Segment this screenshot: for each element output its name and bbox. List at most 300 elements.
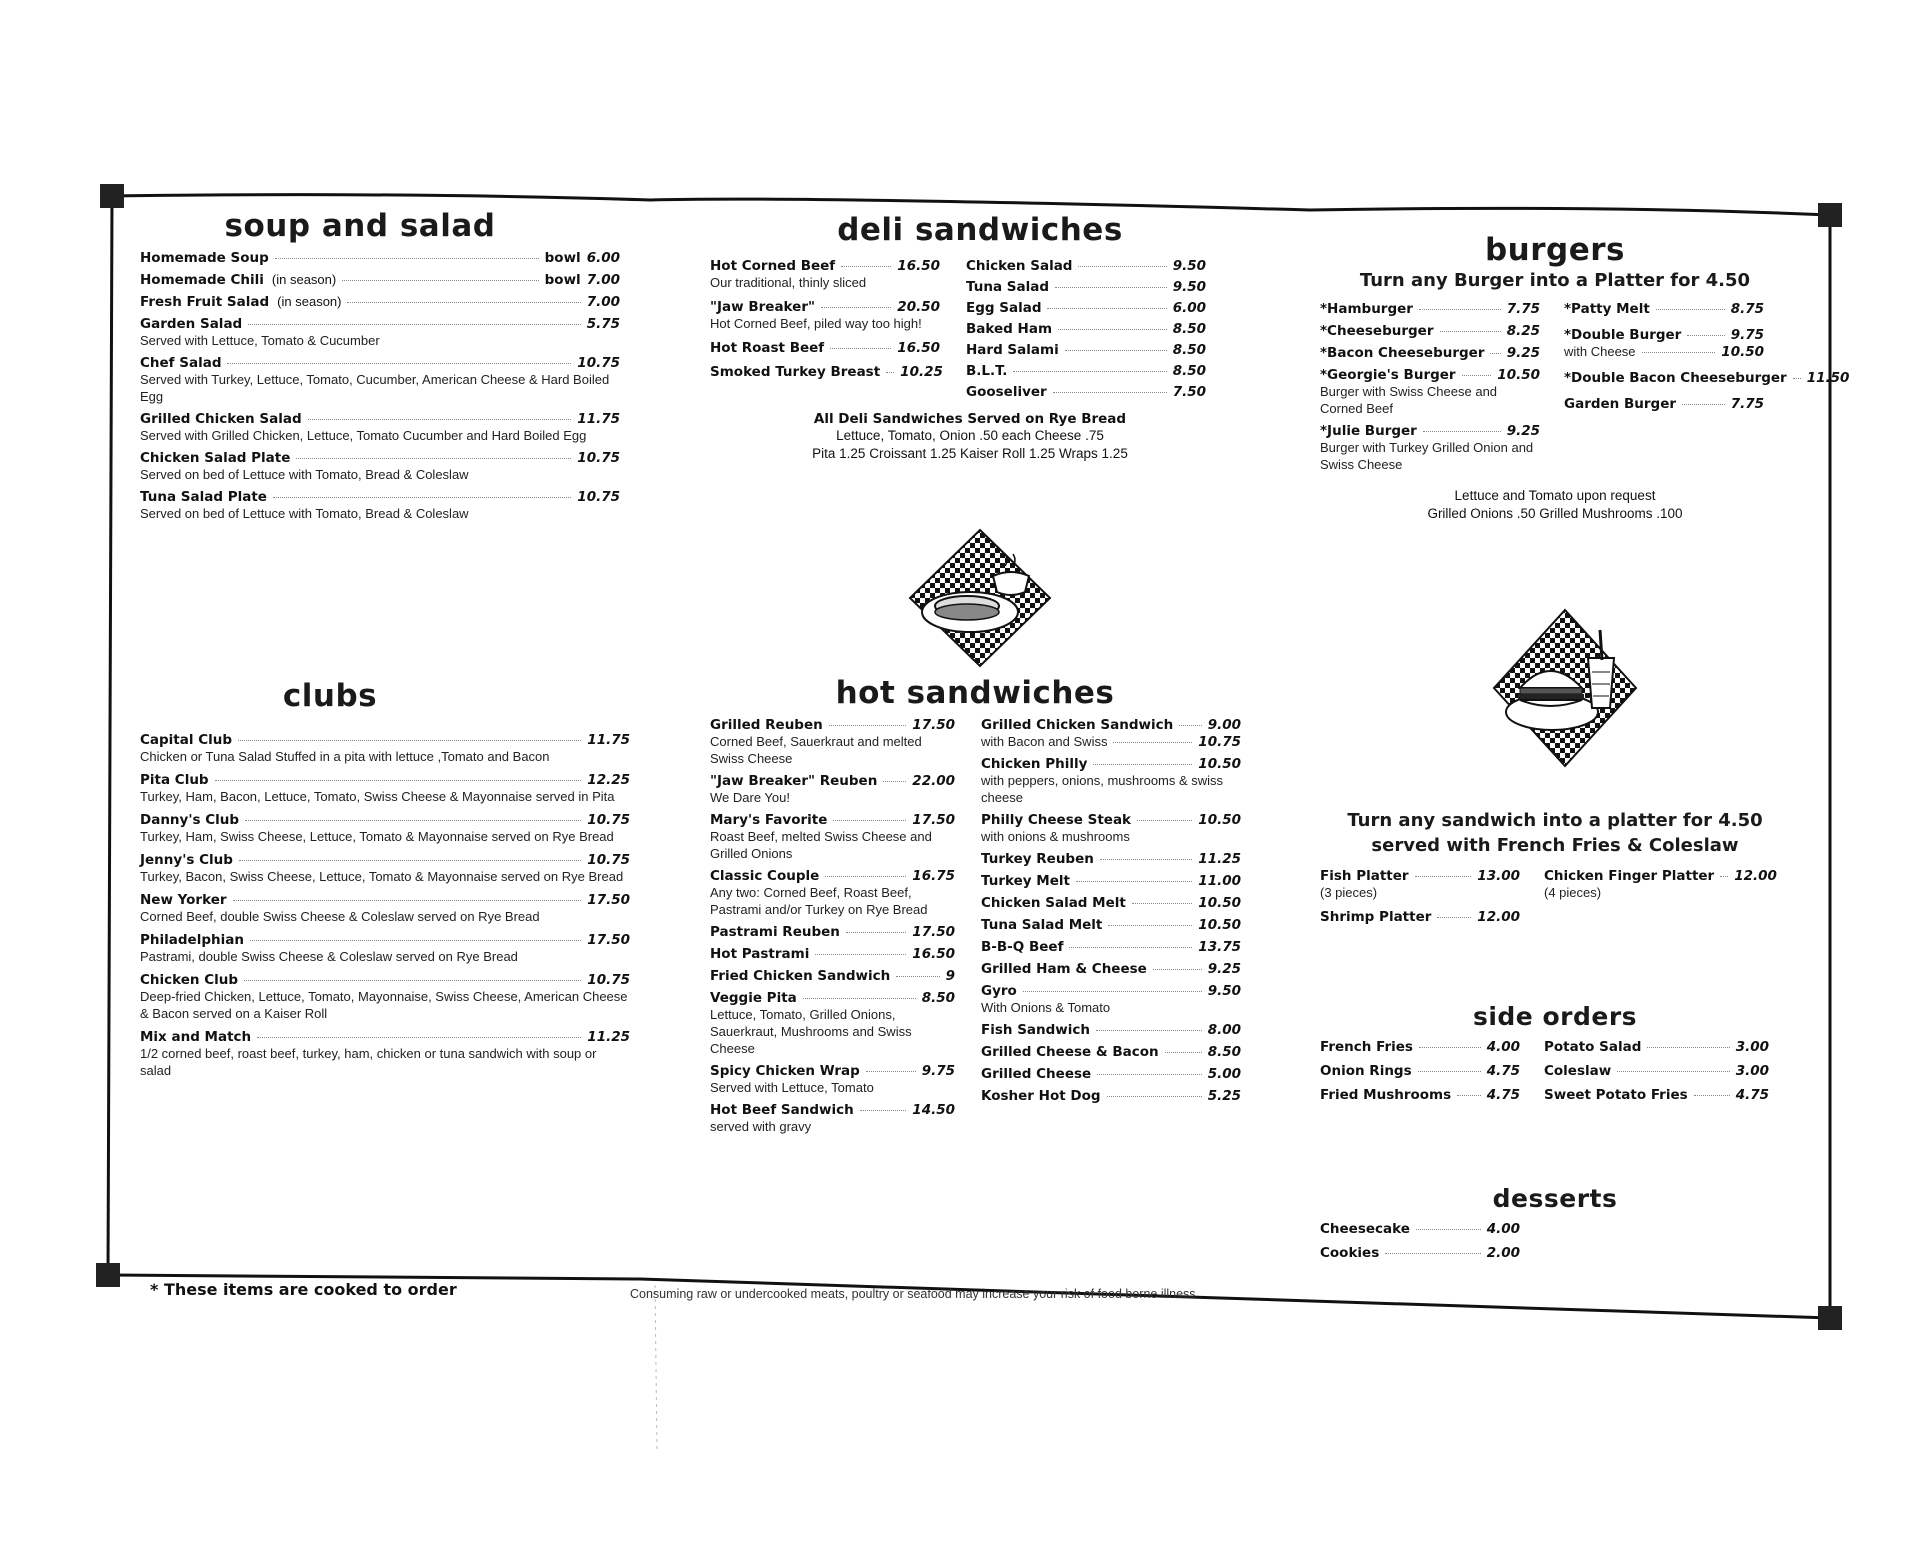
menu-item-line	[710, 299, 940, 315]
menu-item	[710, 364, 943, 380]
food-warning: Consuming raw or undercooked meats, poultry or seafood may increase your risk of food borne illness	[630, 1287, 1196, 1301]
item-price: 5.00	[1207, 1066, 1241, 1082]
menu-item-line	[966, 321, 1206, 337]
item-name: Pita Club	[140, 772, 209, 788]
menu-item	[981, 1044, 1241, 1060]
item-name: Grilled Chicken Salad	[140, 411, 302, 427]
menu-item	[966, 321, 1206, 337]
item-price: 16.50	[897, 258, 940, 274]
menu-item	[1320, 423, 1540, 473]
menu-item-line	[140, 355, 620, 371]
dot-leader	[1055, 287, 1167, 288]
item-price: 9	[945, 968, 955, 984]
item-name: Chicken Salad Melt	[981, 895, 1126, 911]
menu-item-line	[1320, 1039, 1520, 1055]
item-name: B-B-Q Beef	[981, 939, 1064, 955]
dot-leader	[1137, 820, 1192, 821]
menu-item	[1544, 868, 1777, 901]
dot-leader	[1058, 329, 1167, 330]
menu-item-line	[140, 411, 620, 427]
dot-leader	[825, 876, 906, 877]
dot-leader	[821, 307, 891, 308]
dot-leader	[1793, 378, 1801, 379]
item-name: Chicken Salad	[966, 258, 1073, 274]
dot-leader	[1093, 764, 1192, 765]
menu-item	[966, 363, 1206, 379]
dot-leader	[1642, 352, 1716, 353]
menu-item	[710, 868, 955, 918]
item-price: 4.75	[1486, 1087, 1520, 1103]
item-description: with peppers, onions, mushrooms & swiss cheese	[981, 773, 1224, 805]
item-name: Baked Ham	[966, 321, 1053, 337]
menu-item	[1320, 1221, 1520, 1237]
item-price: 10.50	[1198, 895, 1241, 911]
menu-item-line	[710, 812, 955, 828]
item-name: Mary's Favorite	[710, 812, 828, 828]
menu-item	[981, 1022, 1241, 1038]
item-price: 9.25	[1506, 345, 1540, 361]
item-name: Fish Sandwich	[981, 1022, 1091, 1038]
item-price: 12.00	[1734, 868, 1777, 884]
item-price: 5.75	[586, 316, 620, 332]
item-note: (in season)	[277, 294, 342, 309]
item-description: Served with Lettuce, Tomato & Cucumber	[140, 333, 380, 348]
menu-item-line	[981, 717, 1241, 733]
menu-item-line	[981, 756, 1241, 772]
menu-item	[1320, 909, 1520, 925]
item-name: Tuna Salad Melt	[981, 917, 1103, 933]
item-name: Jenny's Club	[140, 852, 233, 868]
menu-item-line	[1544, 1039, 1769, 1055]
item-name: Turkey Melt	[981, 873, 1070, 889]
item-price: 10.75	[577, 489, 620, 505]
menu-item-line	[710, 364, 943, 380]
item-price: 9.25	[1207, 961, 1241, 977]
menu-item	[1564, 301, 1764, 317]
item-price: 20.50	[897, 299, 940, 315]
item-name: *Bacon Cheeseburger	[1320, 345, 1485, 361]
menu-item-line	[140, 450, 620, 466]
item-name: Hot Pastrami	[710, 946, 810, 962]
section-title: burgers	[1484, 232, 1625, 268]
menu-item	[1320, 367, 1540, 417]
dot-leader	[1065, 350, 1167, 351]
menu-item	[966, 279, 1206, 295]
burgers-note-2: Grilled Onions .50 Grilled Mushrooms .100	[1427, 506, 1683, 521]
menu-item-line	[140, 892, 630, 908]
item-size: bowl	[544, 272, 581, 288]
menu-item-line	[966, 363, 1206, 379]
dot-leader	[244, 980, 581, 981]
item-description: Hot Corned Beef, piled way too high!	[710, 316, 922, 331]
burgers-section	[1320, 232, 1850, 523]
menu-item-line	[140, 316, 620, 332]
menu-item	[140, 772, 630, 805]
dot-leader	[1013, 371, 1166, 372]
dot-leader	[829, 725, 907, 726]
item-name: Gooseliver	[966, 384, 1047, 400]
dot-leader	[1100, 859, 1192, 860]
menu-item	[140, 932, 630, 965]
menu-item	[1320, 1245, 1520, 1261]
dot-leader	[846, 932, 906, 933]
menu-item	[981, 851, 1241, 867]
menu-item-line	[140, 932, 630, 948]
item-name: Hot Corned Beef	[710, 258, 836, 274]
dot-leader	[1113, 742, 1192, 743]
menu-item-line	[1320, 1221, 1520, 1237]
menu-item-line	[140, 972, 630, 988]
item-name: French Fries	[1320, 1039, 1413, 1055]
item-name: Classic Couple	[710, 868, 820, 884]
menu-item-line	[981, 895, 1241, 911]
menu-item	[140, 732, 630, 765]
menu-item	[140, 294, 620, 310]
item-name: *Hamburger	[1320, 301, 1413, 317]
item-price: 11.00	[1198, 873, 1241, 889]
item-name: Philadelphian	[140, 932, 244, 948]
item-price: 10.75	[587, 972, 630, 988]
platters-line-2: served with French Fries & Coleslaw	[1371, 835, 1739, 856]
dot-leader	[1078, 266, 1166, 267]
item-price: 5.25	[1207, 1088, 1241, 1104]
dot-leader	[896, 976, 939, 977]
item-name: *Double Bacon Cheeseburger	[1564, 370, 1787, 386]
item-description: with Cheese	[1564, 344, 1636, 359]
item-size: bowl	[544, 250, 581, 266]
menu-item	[966, 258, 1206, 274]
dot-leader	[860, 1110, 907, 1111]
item-name: *Julie Burger	[1320, 423, 1417, 439]
item-price: 11.25	[587, 1029, 630, 1045]
item-price: 8.50	[921, 990, 955, 1006]
item-price: 3.00	[1735, 1039, 1769, 1055]
menu-item	[981, 873, 1241, 889]
dot-leader	[342, 280, 538, 281]
menu-item-line	[710, 340, 940, 356]
item-name: Egg Salad	[966, 300, 1042, 316]
item-name: Chef Salad	[140, 355, 222, 371]
dot-leader	[1419, 309, 1501, 310]
dot-leader	[1069, 947, 1192, 948]
menu-item	[140, 852, 630, 885]
dot-leader	[1096, 1030, 1202, 1031]
menu-item-line	[710, 1063, 955, 1079]
item-description: (4 pieces)	[1544, 885, 1602, 900]
platters-section	[1320, 810, 1790, 933]
menu-item	[981, 1066, 1241, 1082]
section-title: deli sandwiches	[837, 212, 1123, 248]
dot-leader	[1415, 876, 1472, 877]
item-name: Turkey Reuben	[981, 851, 1094, 867]
item-price-alt: 10.75	[1198, 734, 1241, 750]
item-price: 9.75	[1730, 327, 1764, 343]
item-price: 4.00	[1486, 1221, 1520, 1237]
menu-item-line	[140, 1029, 630, 1045]
menu-item-line	[981, 961, 1241, 977]
menu-item	[1320, 323, 1540, 339]
item-name: Chicken Club	[140, 972, 239, 988]
menu-item	[710, 946, 955, 962]
menu-item-line	[710, 1102, 955, 1118]
item-price-alt: 10.50	[1721, 344, 1764, 360]
item-price: 17.50	[912, 812, 955, 828]
item-price: 17.50	[587, 892, 630, 908]
dot-leader	[215, 780, 582, 781]
item-name: Grilled Cheese	[981, 1066, 1092, 1082]
dot-leader	[815, 954, 906, 955]
item-description: With Onions & Tomato	[981, 1000, 1111, 1015]
item-description: Pastrami, double Swiss Cheese & Coleslaw served on Rye Bread	[140, 949, 518, 964]
menu-item	[710, 717, 955, 767]
menu-item-line	[1320, 1087, 1520, 1103]
menu-item	[140, 892, 630, 925]
menu-item-line	[140, 732, 630, 748]
menu-item-line	[710, 990, 955, 1006]
dot-leader	[866, 1071, 916, 1072]
item-name: Veggie Pita	[710, 990, 797, 1006]
item-price: 13.00	[1477, 868, 1520, 884]
dot-leader	[1617, 1071, 1729, 1072]
item-name: Philly Cheese Steak	[981, 812, 1132, 828]
item-description: with Bacon and Swiss	[981, 734, 1108, 749]
side-orders-section	[1320, 1002, 1790, 1111]
item-price: 14.50	[912, 1102, 955, 1118]
burgers-note-1: Lettuce and Tomato upon request	[1454, 488, 1656, 503]
item-name: Spicy Chicken Wrap	[710, 1063, 860, 1079]
menu-item	[981, 812, 1241, 845]
menu-item-line	[710, 717, 955, 733]
item-price: 9.75	[921, 1063, 955, 1079]
menu-item	[966, 300, 1206, 316]
menu-item	[710, 773, 955, 806]
item-description: Any two: Corned Beef, Roast Beef, Pastrami and/or Turkey on Rye Bread	[710, 885, 928, 917]
section-title: side orders	[1472, 1002, 1638, 1031]
item-price: 2.00	[1486, 1245, 1520, 1261]
menu-item-line	[710, 924, 955, 940]
menu-item	[966, 342, 1206, 358]
deli-note-2: Pita 1.25 Croissant 1.25 Kaiser Roll 1.25 Wraps 1.25	[812, 446, 1128, 461]
item-note: (in season)	[271, 272, 337, 287]
menu-item-line	[1320, 323, 1540, 339]
item-description: (3 pieces)	[1320, 885, 1378, 900]
item-name: Homemade Chili	[140, 272, 264, 288]
dot-leader	[257, 1037, 581, 1038]
item-price: 9.50	[1207, 983, 1241, 999]
menu-item-line	[140, 812, 630, 828]
menu-item-line	[1564, 343, 1764, 360]
item-name: Tuna Salad	[966, 279, 1049, 295]
menu-item-line	[1564, 396, 1764, 412]
item-price: 12.25	[587, 772, 630, 788]
item-price: 10.75	[577, 450, 620, 466]
menu-item	[140, 272, 620, 288]
menu-item	[1564, 370, 1850, 386]
dot-leader	[1440, 331, 1501, 332]
item-price: 17.50	[912, 924, 955, 940]
item-name: Danny's Club	[140, 812, 240, 828]
menu-item-line	[981, 812, 1241, 828]
item-price: 10.75	[587, 812, 630, 828]
item-name: Shrimp Platter	[1320, 909, 1432, 925]
item-price: 8.50	[1207, 1044, 1241, 1060]
item-description: Lettuce, Tomato, Grilled Onions, Sauerkraut, Mushrooms and Swiss Cheese	[710, 1007, 912, 1056]
menu-item-line	[140, 772, 630, 788]
item-name: Coleslaw	[1544, 1063, 1612, 1079]
menu-item	[140, 250, 620, 266]
menu-item-line	[981, 1022, 1241, 1038]
item-name: Fish Platter	[1320, 868, 1409, 884]
item-name: Garden Salad	[140, 316, 243, 332]
item-name: Grilled Cheese & Bacon	[981, 1044, 1159, 1060]
item-name: Grilled Reuben	[710, 717, 823, 733]
menu-item	[1564, 396, 1764, 412]
menu-item-line	[1320, 301, 1540, 317]
menu-item	[710, 990, 955, 1057]
menu-item	[710, 1063, 955, 1096]
dot-leader	[1023, 991, 1202, 992]
menu-item-line	[1564, 370, 1850, 386]
section-title: soup and salad	[224, 208, 496, 244]
dot-leader	[238, 740, 581, 741]
item-price: 10.50	[1198, 917, 1241, 933]
section-title: desserts	[1492, 1184, 1618, 1213]
menu-item	[140, 489, 620, 522]
item-name: Mix and Match	[140, 1029, 252, 1045]
item-price: 4.75	[1486, 1063, 1520, 1079]
menu-item-line	[981, 1088, 1241, 1104]
menu-item	[140, 450, 620, 483]
menu-item-line	[1320, 909, 1520, 925]
dot-leader	[1132, 903, 1192, 904]
menu-item-line	[966, 384, 1206, 400]
menu-item	[140, 316, 620, 349]
item-name: Capital Club	[140, 732, 233, 748]
item-name: Chicken Finger Platter	[1544, 868, 1715, 884]
menu-item-line	[981, 939, 1241, 955]
menu-item-line	[140, 250, 620, 266]
dot-leader	[1423, 431, 1501, 432]
item-description: Chicken or Tuna Salad Stuffed in a pita with lettuce ,Tomato and Bacon	[140, 749, 550, 764]
item-description: Served on bed of Lettuce with Tomato, Bread & Coleslaw	[140, 506, 469, 521]
dot-leader	[1647, 1047, 1729, 1048]
item-price: 9.00	[1207, 717, 1241, 733]
menu-item-line	[140, 852, 630, 868]
cooked-to-order-note: * These items are cooked to order	[150, 1280, 457, 1299]
item-description: Turkey, Ham, Bacon, Lettuce, Tomato, Swiss Cheese & Mayonnaise served in Pita	[140, 789, 615, 804]
dot-leader	[1682, 404, 1725, 405]
item-name: Homemade Soup	[140, 250, 269, 266]
item-name: Garden Burger	[1564, 396, 1677, 412]
menu-item	[981, 1088, 1241, 1104]
item-name: Chicken Salad Plate	[140, 450, 291, 466]
menu-item-line	[1544, 868, 1777, 884]
item-price: 17.50	[912, 717, 955, 733]
menu-item	[1320, 1039, 1520, 1055]
item-price: 16.75	[912, 868, 955, 884]
menu-item	[966, 384, 1206, 400]
item-name: Fried Mushrooms	[1320, 1087, 1452, 1103]
dot-leader	[347, 302, 580, 303]
item-price: 4.00	[1486, 1039, 1520, 1055]
item-name: New Yorker	[140, 892, 227, 908]
item-price: 11.75	[587, 732, 630, 748]
item-description: Served with Turkey, Lettuce, Tomato, Cucumber, American Cheese & Hard Boiled Egg	[140, 372, 610, 404]
item-description: with onions & mushrooms	[981, 829, 1130, 844]
menu-item-line	[966, 279, 1206, 295]
menu-item-line	[981, 917, 1241, 933]
menu-item-line	[710, 868, 955, 884]
item-name: Pastrami Reuben	[710, 924, 840, 940]
dot-leader	[1107, 1096, 1202, 1097]
item-description: Turkey, Bacon, Swiss Cheese, Lettuce, Tomato & Mayonnaise served on Rye Bread	[140, 869, 624, 884]
menu-item	[710, 812, 955, 862]
dot-leader	[1053, 392, 1167, 393]
clubs-section	[140, 678, 630, 1086]
item-name: Tuna Salad Plate	[140, 489, 267, 505]
menu-item-line	[1320, 367, 1540, 383]
dot-leader	[1419, 1047, 1481, 1048]
menu-item	[1564, 327, 1764, 360]
item-price: 6.00	[1172, 300, 1206, 316]
menu-item-line	[981, 873, 1241, 889]
item-price: 7.00	[586, 294, 620, 310]
item-price: 10.25	[900, 364, 943, 380]
item-price: 7.75	[1730, 396, 1764, 412]
dot-leader	[1385, 1253, 1480, 1254]
menu-item-line	[981, 1044, 1241, 1060]
item-name: Cheesecake	[1320, 1221, 1410, 1237]
menu-item	[1544, 1087, 1769, 1103]
item-description: Corned Beef, Sauerkraut and melted Swiss Cheese	[710, 734, 922, 766]
item-price: 8.00	[1207, 1022, 1241, 1038]
item-price: 4.75	[1735, 1087, 1769, 1103]
dot-leader	[886, 372, 894, 373]
item-price: 10.75	[577, 355, 620, 371]
menu-item	[1320, 868, 1520, 901]
menu-item-line	[966, 342, 1206, 358]
menu-item-line	[140, 489, 620, 505]
item-price: 13.75	[1198, 939, 1241, 955]
dot-leader	[1656, 309, 1725, 310]
desserts-section	[1320, 1184, 1790, 1269]
menu-item-line	[140, 294, 620, 310]
menu-item-line	[710, 946, 955, 962]
menu-item	[1320, 345, 1540, 361]
item-name: Chicken Philly	[981, 756, 1088, 772]
item-price: 6.00	[586, 250, 620, 266]
dot-leader	[1153, 969, 1202, 970]
dot-leader	[833, 820, 906, 821]
item-price: 12.00	[1477, 909, 1520, 925]
hot-section	[710, 675, 1250, 1141]
menu-item-line	[1320, 868, 1520, 884]
dot-leader	[1694, 1095, 1730, 1096]
dot-leader	[1108, 925, 1192, 926]
dot-leader	[308, 419, 572, 420]
item-price: 7.50	[1172, 384, 1206, 400]
menu-item-line	[1564, 301, 1764, 317]
dot-leader	[1165, 1052, 1202, 1053]
section-title: hot sandwiches	[835, 675, 1115, 711]
item-price: 11.25	[1198, 851, 1241, 867]
menu-item	[710, 1102, 955, 1135]
menu-item	[981, 917, 1241, 933]
dot-leader	[245, 820, 581, 821]
dot-leader	[1462, 375, 1492, 376]
dot-leader	[1490, 353, 1500, 354]
item-description: Burger with Swiss Cheese and Corned Beef	[1320, 384, 1498, 416]
